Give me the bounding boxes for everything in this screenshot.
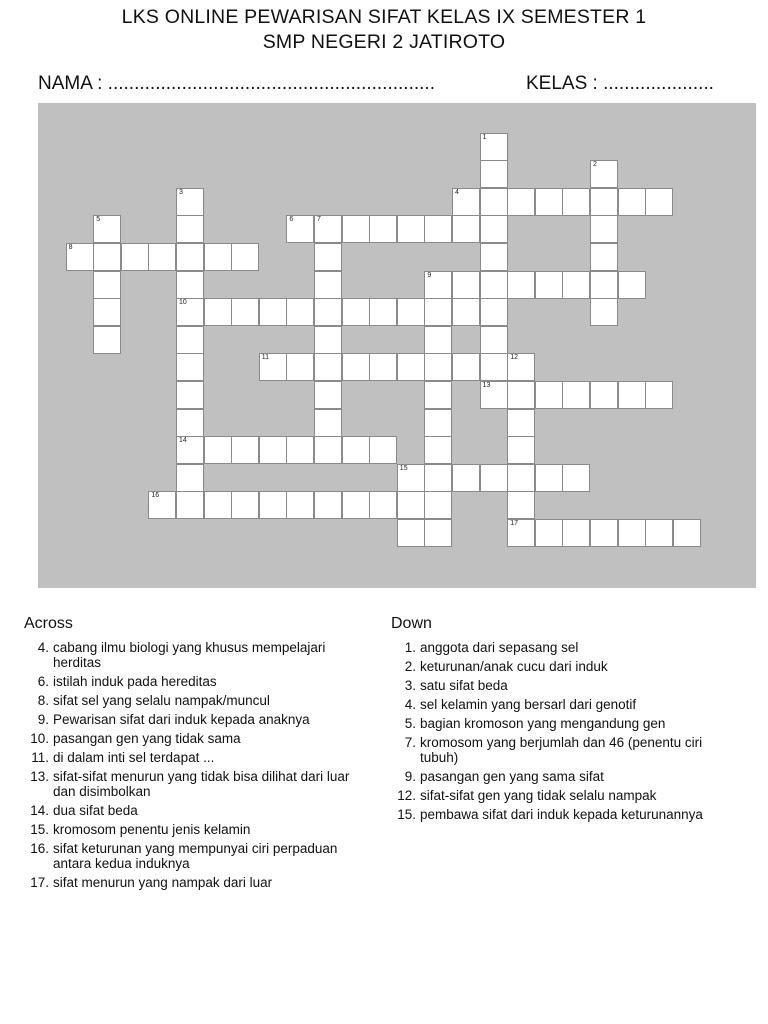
crossword-cell[interactable]: [148, 491, 176, 519]
crossword-cell[interactable]: [204, 491, 232, 519]
clue-text: anggota dari sepasang sel: [420, 640, 579, 655]
crossword-cell[interactable]: [93, 243, 121, 271]
crossword-cell[interactable]: [314, 243, 342, 271]
across-clue-list: [24, 640, 364, 894]
clue-text: di dalam inti sel terdapat ...: [53, 750, 215, 765]
cell-number: 7: [317, 216, 321, 224]
clue-text: pembawa sifat dari induk kepada keturunannya: [420, 807, 703, 822]
crossword-cell[interactable]: [176, 326, 204, 354]
crossword-cell[interactable]: [480, 243, 508, 271]
clue-text: sifat-sifat menurun yang tidak bisa dilihat dari luar dan disimbolkan: [53, 769, 350, 799]
crossword-cell[interactable]: [480, 464, 508, 492]
clue-number: 7.: [404, 735, 416, 750]
crossword-cell[interactable]: [314, 436, 342, 464]
clue-number: 10.: [30, 731, 49, 746]
crossword-cell[interactable]: [369, 353, 397, 381]
crossword-cell[interactable]: [176, 381, 204, 409]
across-clue: [24, 841, 364, 871]
crossword-cell[interactable]: [66, 243, 94, 271]
crossword-cell[interactable]: [176, 298, 204, 326]
crossword-cell[interactable]: [121, 243, 149, 271]
crossword-cell[interactable]: [590, 188, 618, 216]
crossword-cell[interactable]: [562, 271, 590, 299]
crossword-cell[interactable]: [231, 436, 259, 464]
crossword-cell[interactable]: [562, 381, 590, 409]
crossword-cell[interactable]: [590, 271, 618, 299]
crossword-cell[interactable]: [397, 215, 425, 243]
cell-number: 4: [455, 188, 459, 196]
crossword-cell[interactable]: [342, 215, 370, 243]
crossword-cell[interactable]: [397, 519, 425, 547]
clue-number: 3.: [404, 678, 416, 693]
across-clue: [24, 875, 364, 890]
crossword-cell[interactable]: [507, 519, 535, 547]
crossword-cell[interactable]: [452, 271, 480, 299]
crossword-cell[interactable]: [645, 188, 673, 216]
crossword-cell[interactable]: [480, 353, 508, 381]
crossword-cell[interactable]: [314, 326, 342, 354]
down-clue: [391, 735, 731, 765]
clue-text: pasangan gen yang sama sifat: [420, 769, 604, 784]
crossword-cell[interactable]: [176, 271, 204, 299]
crossword-cell[interactable]: [480, 160, 508, 188]
clue-number: 1.: [404, 640, 416, 655]
crossword-cell[interactable]: [424, 464, 452, 492]
crossword-cell[interactable]: [507, 491, 535, 519]
crossword-cell[interactable]: [314, 409, 342, 437]
across-clue: [24, 693, 364, 708]
crossword-cell[interactable]: [452, 353, 480, 381]
crossword-cell[interactable]: [93, 326, 121, 354]
crossword-cell[interactable]: [480, 215, 508, 243]
clue-text: sifat menurun yang nampak dari luar: [53, 875, 273, 890]
down-clue-list: [391, 640, 731, 826]
crossword-cell[interactable]: [480, 271, 508, 299]
crossword-cell[interactable]: [673, 519, 701, 547]
crossword-cell[interactable]: [590, 215, 618, 243]
clue-number: 2.: [404, 659, 416, 674]
crossword-cell[interactable]: [204, 243, 232, 271]
clue-text: sel kelamin yang bersarl dari genotif: [420, 697, 637, 712]
crossword-cell[interactable]: [204, 298, 232, 326]
clue-number: 9.: [37, 712, 49, 727]
crossword-cell[interactable]: [618, 188, 646, 216]
worksheet-title: LKS ONLINE PEWARISAN SIFAT KELAS IX SEMESTER 1: [121, 6, 647, 28]
crossword-cell[interactable]: [480, 326, 508, 354]
cell-number: 9: [427, 271, 432, 279]
crossword-cell[interactable]: [314, 353, 342, 381]
crossword-cell[interactable]: [535, 271, 563, 299]
across-clue: [24, 803, 364, 818]
crossword-cell[interactable]: [314, 298, 342, 326]
crossword-cell[interactable]: [397, 464, 425, 492]
crossword-cell[interactable]: [452, 464, 480, 492]
crossword-cell[interactable]: [369, 491, 397, 519]
across-clue: [24, 822, 364, 837]
crossword-cell[interactable]: [507, 436, 535, 464]
crossword-cell[interactable]: [93, 215, 121, 243]
crossword-cell[interactable]: [93, 271, 121, 299]
crossword-cell[interactable]: [562, 464, 590, 492]
clue-text: istilah induk pada hereditas: [53, 674, 217, 689]
crossword-cell[interactable]: [286, 436, 314, 464]
crossword-cell[interactable]: [507, 188, 535, 216]
clue-number: 14.: [30, 803, 49, 818]
cell-number: 13: [482, 382, 491, 389]
crossword-cell[interactable]: [176, 436, 204, 464]
crossword-cell[interactable]: [618, 381, 646, 409]
crossword-cell[interactable]: [507, 464, 535, 492]
crossword-cell[interactable]: [645, 519, 673, 547]
clue-number: 4.: [404, 697, 416, 712]
down-clue: [391, 697, 731, 712]
crossword-cell[interactable]: [480, 188, 508, 216]
crossword-cell[interactable]: [342, 491, 370, 519]
crossword-cell[interactable]: [286, 298, 314, 326]
crossword-cell[interactable]: [397, 353, 425, 381]
crossword-cell[interactable]: [535, 519, 563, 547]
crossword-cell[interactable]: [590, 160, 618, 188]
crossword-cell[interactable]: [507, 353, 535, 381]
crossword-cell[interactable]: [314, 491, 342, 519]
down-clue: [391, 678, 731, 693]
clue-number: 16.: [30, 841, 49, 856]
crossword-cell[interactable]: [286, 215, 314, 243]
crossword-cell[interactable]: [424, 491, 452, 519]
clue-text: keturunan/anak cucu dari induk: [420, 659, 608, 674]
crossword-cell[interactable]: [424, 381, 452, 409]
crossword-cell[interactable]: [259, 491, 287, 519]
across-clue: [24, 750, 364, 765]
across-clue: [24, 769, 364, 799]
crossword-cell[interactable]: [645, 381, 673, 409]
crossword-cell[interactable]: [452, 188, 480, 216]
clue-number: 11.: [31, 750, 49, 765]
crossword-cell[interactable]: [507, 409, 535, 437]
clue-text: kromosom penentu jenis kelamin: [53, 822, 251, 837]
crossword-cell[interactable]: [535, 464, 563, 492]
across-clue: [24, 731, 364, 746]
clue-text: sifat-sifat gen yang tidak selalu nampak: [420, 788, 657, 803]
crossword-cell[interactable]: [176, 353, 204, 381]
crossword-cell[interactable]: [259, 353, 287, 381]
cell-number: 3: [179, 188, 183, 196]
crossword-cell[interactable]: [424, 353, 452, 381]
clue-text: pasangan gen yang tidak sama: [53, 731, 241, 746]
clue-number: 13.: [30, 769, 49, 784]
clue-number: 15.: [397, 807, 416, 822]
class-field[interactable]: KELAS : .....................: [526, 73, 714, 94]
crossword-cell[interactable]: [535, 188, 563, 216]
crossword-cell[interactable]: [480, 381, 508, 409]
crossword-cell[interactable]: [259, 436, 287, 464]
crossword-cell[interactable]: [176, 215, 204, 243]
down-clue: [391, 788, 731, 803]
clue-number: 9.: [404, 769, 416, 784]
crossword-cell[interactable]: [424, 519, 452, 547]
down-clue: [391, 716, 731, 731]
down-clue: [391, 807, 731, 822]
crossword-cell[interactable]: [204, 436, 232, 464]
clue-number: 5.: [404, 716, 416, 731]
crossword-cell[interactable]: [424, 298, 452, 326]
crossword-cell[interactable]: [590, 519, 618, 547]
crossword-grid: [38, 103, 756, 588]
crossword-cell[interactable]: [314, 271, 342, 299]
crossword-cell[interactable]: [397, 491, 425, 519]
crossword-cell[interactable]: [342, 298, 370, 326]
crossword-cell[interactable]: [259, 298, 287, 326]
cell-number: 5: [96, 216, 101, 224]
crossword-cell[interactable]: [397, 298, 425, 326]
crossword-cell[interactable]: [342, 353, 370, 381]
crossword-cell[interactable]: [369, 436, 397, 464]
across-clue: [24, 712, 364, 727]
cell-number: 15: [399, 464, 408, 472]
clue-text: sifat keturunan yang mempunyai ciri perpaduan antara kedua induknya: [53, 841, 338, 871]
crossword-cell[interactable]: [176, 491, 204, 519]
crossword-cell[interactable]: [590, 298, 618, 326]
crossword-cell[interactable]: [176, 409, 204, 437]
cell-number: 10: [179, 299, 187, 307]
crossword-cell[interactable]: [342, 436, 370, 464]
crossword-cell[interactable]: [424, 326, 452, 354]
cell-number: 14: [179, 437, 187, 445]
clue-text: Pewarisan sifat dari induk kepada anaknya: [53, 712, 310, 727]
cell-number: 11: [261, 354, 270, 362]
down-clue: [391, 659, 731, 674]
clue-number: 15.: [30, 822, 49, 837]
crossword-cell[interactable]: [231, 491, 259, 519]
crossword-cell[interactable]: [618, 271, 646, 299]
crossword-cell[interactable]: [148, 243, 176, 271]
crossword-cell[interactable]: [424, 215, 452, 243]
crossword-cell[interactable]: [176, 188, 204, 216]
crossword-cell[interactable]: [314, 215, 342, 243]
cell-number: 2: [593, 161, 597, 169]
cell-number: 17: [510, 520, 518, 527]
clue-text: dua sifat beda: [53, 803, 138, 818]
clue-text: satu sifat beda: [420, 678, 508, 693]
clue-text: kromosom yang berjumlah dan 46 (penentu ciri tubuh): [420, 735, 703, 765]
clue-number: 8.: [37, 693, 49, 708]
crossword-cell[interactable]: [176, 243, 204, 271]
crossword-cell[interactable]: [424, 271, 452, 299]
across-heading: Across: [24, 615, 73, 632]
crossword-cell[interactable]: [507, 271, 535, 299]
crossword-cell[interactable]: [369, 215, 397, 243]
down-heading: Down: [391, 615, 432, 632]
across-clue: [24, 674, 364, 689]
crossword-cell[interactable]: [314, 381, 342, 409]
cell-number: 16: [151, 492, 160, 500]
crossword-cell[interactable]: [231, 243, 259, 271]
crossword-cell[interactable]: [286, 353, 314, 381]
crossword-cell[interactable]: [507, 381, 535, 409]
crossword-cell[interactable]: [562, 519, 590, 547]
down-clue: [391, 640, 731, 655]
name-field[interactable]: NAMA : ..............................................................: [38, 73, 435, 94]
clue-text: cabang ilmu biologi yang khusus mempelajari herditas: [53, 640, 326, 670]
crossword-cell[interactable]: [424, 409, 452, 437]
crossword-cell[interactable]: [452, 298, 480, 326]
crossword-cell[interactable]: [176, 464, 204, 492]
across-clue: [24, 640, 364, 670]
crossword-cell[interactable]: [480, 298, 508, 326]
crossword-cell[interactable]: [93, 298, 121, 326]
crossword-cell[interactable]: [535, 381, 563, 409]
cell-number: 8: [68, 244, 73, 251]
crossword-cell[interactable]: [480, 133, 508, 161]
crossword-cell[interactable]: [231, 298, 259, 326]
down-clue: [391, 769, 731, 784]
crossword-cell[interactable]: [562, 188, 590, 216]
crossword-cell[interactable]: [452, 215, 480, 243]
school-name: SMP NEGERI 2 JATIROTO: [262, 31, 506, 53]
cell-number: 1: [482, 133, 487, 141]
clue-text: bagian kromoson yang mengandung gen: [420, 716, 666, 731]
cell-number: 12: [510, 354, 518, 362]
crossword-cell[interactable]: [618, 519, 646, 547]
clue-number: 17.: [30, 875, 49, 890]
crossword-cell[interactable]: [590, 381, 618, 409]
crossword-cell[interactable]: [286, 491, 314, 519]
clue-text: sifat sel yang selalu nampak/muncul: [53, 693, 270, 708]
crossword-cell[interactable]: [424, 436, 452, 464]
cell-number: 6: [289, 216, 294, 224]
clue-number: 4.: [37, 640, 49, 655]
clue-number: 6.: [37, 674, 49, 689]
crossword-cell[interactable]: [590, 243, 618, 271]
crossword-cell[interactable]: [369, 298, 397, 326]
clue-number: 12.: [397, 788, 416, 803]
